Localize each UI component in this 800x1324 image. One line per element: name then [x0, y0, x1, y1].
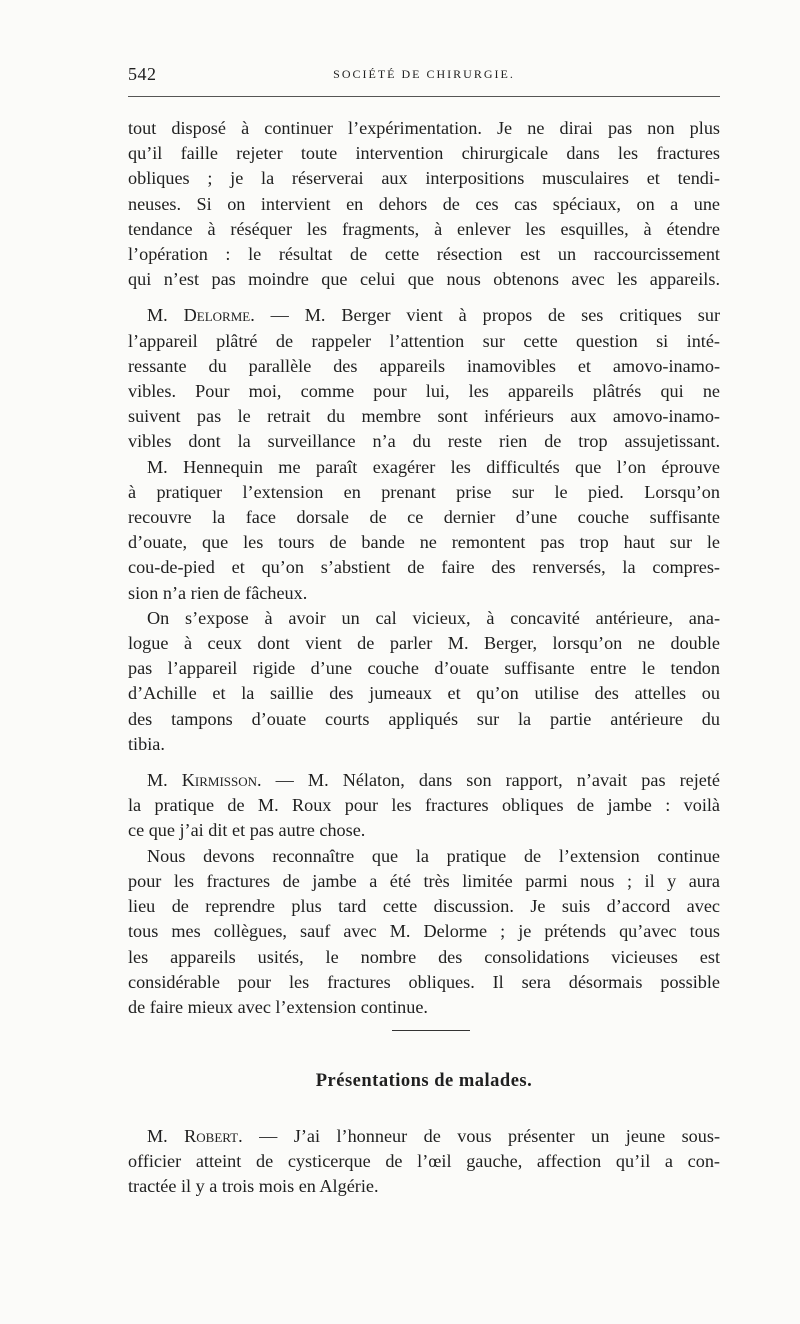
text-line: sion n’a rien de fâcheux.: [128, 582, 308, 603]
text-line-lead: [128, 768, 720, 793]
text-line: logue à ceux dont vient de parler M. Berger, lorsqu’on ne double: [128, 633, 720, 654]
text-line-lead: [128, 1124, 720, 1149]
text-line: On s’expose à avoir un cal vicieux, à concavité antérieure, ana-: [147, 607, 720, 628]
text-line: l’appareil plâtré de rappeler l’attention sur cette question si inté-: [128, 330, 720, 351]
text-line: les appareils usités, le nombre des consolidations vicieuses est: [128, 946, 720, 967]
text-line: d’Achille et la saillie des jumeaux et qu’on utilise des attelles ou: [128, 683, 720, 704]
text-line: recouvre la face dorsale de ce dernier d’une couche suffisante: [128, 507, 720, 528]
text-line: ce que j’ai dit et pas autre chose.: [128, 820, 366, 841]
text-line: obliques ; je la réserverai aux interpositions musculaires et tendi-: [128, 168, 720, 189]
text-line: tendance à réséquer les fragments, à enlever les esquilles, à étendre: [128, 218, 720, 239]
text-line: qu’il faille rejeter toute intervention chirurgicale dans les fractures: [128, 143, 720, 164]
speaker-name: M. Robert.: [147, 1126, 243, 1146]
paragraph-extension: [128, 844, 720, 1020]
header-rule: [128, 96, 720, 97]
text-line: pour les fractures de jambe a été très limitée parmi nous ; il y aura: [128, 870, 720, 891]
paragraph-cal-vicieux: [128, 606, 720, 757]
body-text: [128, 116, 720, 1020]
paragraph-robert: [128, 1124, 720, 1200]
final-paragraph-block: [128, 1124, 720, 1200]
text-line: considérable pour les fractures obliques. Il sera désormais possible: [128, 971, 720, 992]
text-line: cou-de-pied et qu’on s’abstient de faire des renversés, la compres-: [128, 557, 720, 578]
text-line: suivent pas le retrait du membre sont inférieurs aux amovo-inamo-: [128, 406, 720, 427]
text-line: M. Hennequin me paraît exagérer les difficultés que l’on éprouve: [147, 456, 720, 477]
text-line: à pratiquer l’extension en prenant prise sur le pied. Lorsqu’on: [128, 481, 720, 502]
text-line: des tampons d’ouate courts appliqués sur la partie antérieure du: [128, 708, 720, 729]
speaker-name: M. Kirmisson.: [147, 770, 262, 791]
text-line: neuses. Si on intervient en dehors de ces cas spéciaux, on a une: [128, 193, 720, 214]
text-line: vibles dont la surveillance n’a du reste rien de trop assujetissant.: [128, 431, 720, 452]
text-line: la pratique de M. Roux pour les fractures obliques de jambe : voilà: [128, 795, 720, 816]
paragraph-kirmisson: [128, 768, 720, 844]
text-line: tibia.: [128, 733, 165, 754]
text-line: officier atteint de cysticerque de l’œil gauche, affection qu’il a con-: [128, 1151, 720, 1172]
speaker-name: M. Delorme.: [147, 305, 255, 326]
lead-text: — J’ai l’honneur de vous présenter un jeune sous-: [242, 1126, 720, 1146]
lead-text: — M. Berger vient à propos de ses critiques sur: [254, 305, 720, 326]
text-line: l’opération : le résultat de cette résection est un raccourcissement: [128, 244, 720, 265]
text-line: lieu de reprendre plus tard cette discussion. Je suis d’accord avec: [128, 896, 720, 917]
text-line-lead: [128, 303, 720, 328]
paragraph-hennequin: [128, 455, 720, 606]
text-line: vibles. Pour moi, comme pour lui, les appareils plâtrés qui ne: [128, 381, 720, 402]
paragraph-continuation: [128, 116, 720, 292]
section-title: Présentations de malades.: [315, 1071, 533, 1091]
running-head: SOCIÉTÉ DE CHIRURGIE.: [333, 67, 515, 81]
text-line: de faire mieux avec l’extension continue.: [128, 996, 428, 1017]
text-line: tout disposé à continuer l’expérimentation. Je ne dirai pas non plus: [128, 118, 720, 138]
text-line: pas l’appareil rigide d’une couche d’ouate suffisante entre le tendon: [128, 658, 720, 679]
text-line: tous mes collègues, sauf avec M. Delorme ; je prétends qu’avec tous: [128, 921, 720, 942]
text-line: ressante du parallèle des appareils inamovibles et amovo-inamo-: [128, 355, 720, 376]
text-line: d’ouate, que les tours de bande ne remontent pas trop haut sur le: [128, 532, 720, 553]
section-divider: [392, 1030, 470, 1031]
lead-text: — M. Nélaton, dans son rapport, n’avait pas rejeté: [261, 770, 720, 791]
page-number: 542: [128, 64, 157, 84]
text-line: Nous devons reconnaître que la pratique de l’extension continue: [147, 845, 720, 866]
page-header: [128, 64, 720, 88]
text-line: qui n’est pas moindre que celui que nous obtenons avec les appareils.: [128, 269, 720, 290]
paragraph-delorme: [128, 303, 720, 454]
text-line: tractée il y a trois mois en Algérie.: [128, 1176, 379, 1197]
